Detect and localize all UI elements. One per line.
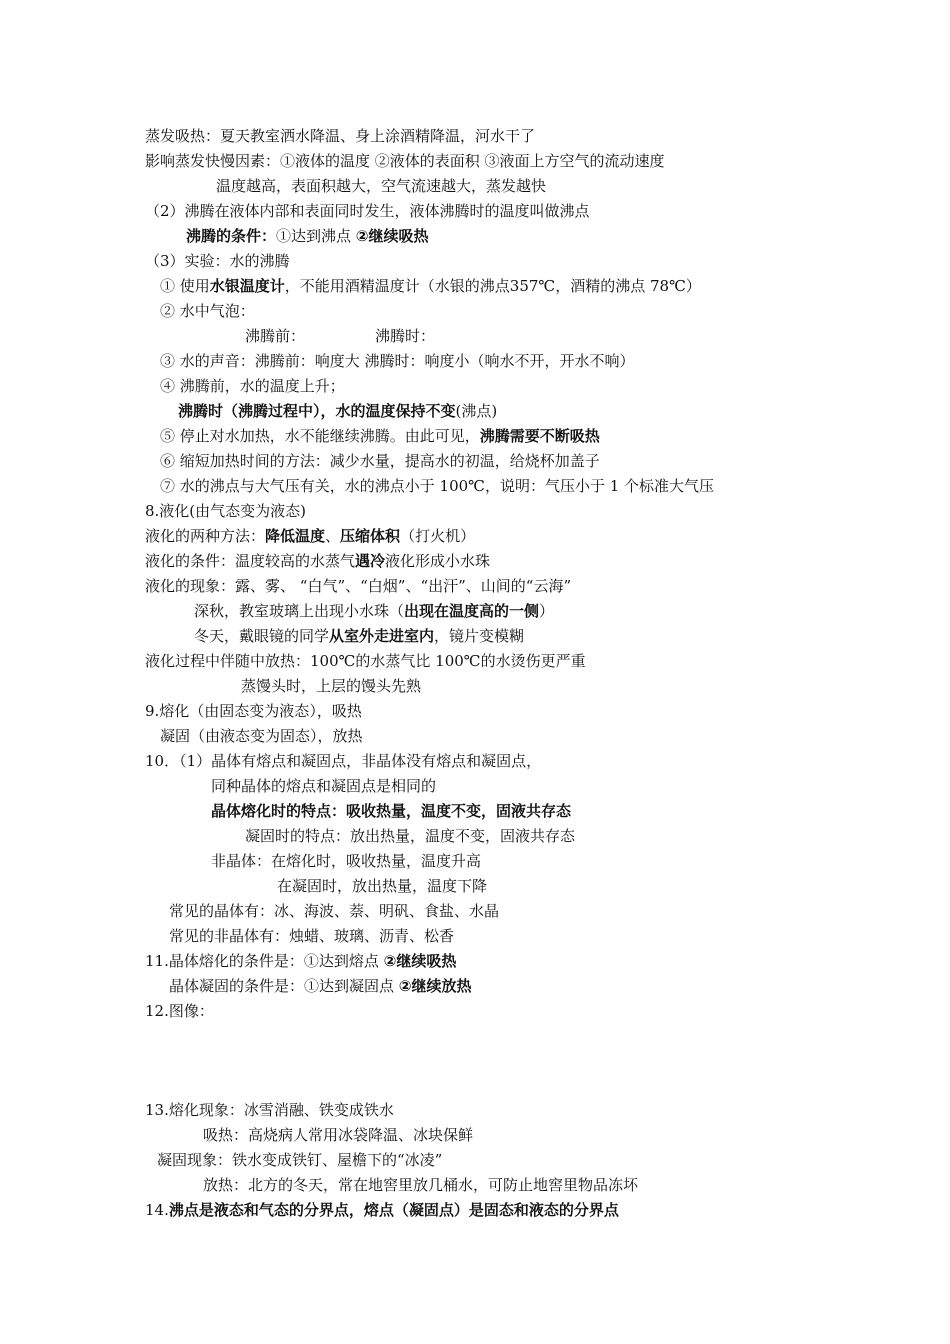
text-line: [211, 776, 436, 796]
text-line: [186, 226, 429, 246]
text-line: [160, 301, 255, 321]
text-run: 冬天，戴眼镜的同学: [194, 627, 330, 645]
text-line: [194, 601, 554, 621]
text-line: [375, 326, 435, 346]
bold-text: 遇冷: [355, 552, 386, 570]
bold-text: 从室外走进室内: [329, 627, 435, 645]
text-line: [169, 901, 499, 921]
text-run: 液化的现象：露、雾、 “白气”、“白烟”、“出汗”、山间的“云海”: [145, 577, 572, 595]
bold-text: 降低温度: [265, 527, 326, 545]
text-run: ）: [539, 602, 555, 620]
text-run: ③ 水的声音：沸腾前：响度大 沸腾时：响度小（响水不开，开水不响）: [160, 352, 635, 370]
text-run: 常见的非晶体有：烛蜡、玻璃、沥青、松香: [169, 927, 455, 945]
text-run: 沸腾时：: [375, 327, 436, 345]
text-line: [145, 126, 535, 146]
text-run: 10．（1）晶体有熔点和凝固点，非晶体没有熔点和凝固点，: [145, 752, 542, 770]
text-line: [160, 451, 600, 471]
text-line: [194, 626, 524, 646]
text-run: 常见的晶体有：冰、海波、萘、明矾、食盐、水晶: [169, 902, 500, 920]
text-line: [145, 526, 475, 546]
bold-text: 压缩体积: [340, 527, 401, 545]
text-line: [211, 851, 481, 871]
text-run: ，不能用酒精温度计（水银的沸点357℃，酒精的沸点 78℃）: [284, 277, 701, 295]
text-run: 凝固（由液态变为固态），放热: [160, 727, 363, 745]
text-line: [145, 751, 541, 771]
text-line: [160, 351, 635, 371]
text-run: 影响蒸发快慢因素：①液体的温度 ②液体的表面积 ③液面上方空气的流动速度: [145, 152, 665, 170]
text-run: 13.熔化现象：冰雪消融、铁变成铁水: [145, 1101, 394, 1119]
text-line: [216, 176, 546, 196]
text-run: 8.液化(由气态变为液态): [145, 502, 307, 520]
bold-text: 沸腾需要不断吸热: [479, 427, 600, 445]
text-line: [145, 701, 362, 721]
text-run: 沸腾前：: [245, 327, 306, 345]
text-line: [203, 1125, 473, 1145]
bold-text: 沸腾时（沸腾过程中），水的温度保持不变: [178, 402, 456, 420]
text-run: 液化形成小水珠: [385, 552, 491, 570]
text-run: 12.图像：: [145, 1002, 214, 1020]
text-run: 凝固现象：铁水变成铁钉、屋檐下的“冰凌”: [157, 1151, 443, 1169]
text-run: 9.熔化（由固态变为液态），吸热: [145, 702, 362, 720]
bold-text: 晶体熔化时的特点：吸收热量，温度不变，固液共存态: [211, 802, 572, 820]
text-run: ，镜片变模糊: [434, 627, 525, 645]
text-line: [160, 426, 600, 446]
text-line: [145, 1001, 214, 1021]
text-line: [145, 501, 306, 521]
text-run: 吸热：高烧病人常用冰袋降温、冰块保鲜: [203, 1126, 474, 1144]
bold-text: 水银温度计: [209, 277, 285, 295]
bold-text: ②继续放热: [398, 977, 472, 995]
text-run: 非晶体：在熔化时，吸收热量，温度升高: [211, 852, 482, 870]
text-run: ⑥ 缩短加热时间的方法：减少水量，提高水的初温，给烧杯加盖子: [160, 452, 600, 470]
bold-text: 出现在温度高的一侧: [404, 602, 540, 620]
text-run: 液化过程中伴随中放热：100℃的水蒸气比 100℃的水烫伤更严重: [145, 652, 586, 670]
text-run: ⑦ 水的沸点与大气压有关，水的沸点小于 100℃，说明：气压小于 1 个标准大气压: [160, 477, 715, 495]
text-line: [145, 1200, 619, 1220]
text-run: （2）沸腾在液体内部和表面同时发生，液体沸腾时的温度叫做沸点: [145, 202, 590, 220]
text-run: 14.: [145, 1201, 169, 1219]
text-line: [245, 826, 575, 846]
text-run: ① 使用: [160, 277, 210, 295]
text-run: 凝固时的特点：放出热量，温度不变，固液共存态: [245, 827, 576, 845]
bold-text: ②继续吸热: [383, 952, 457, 970]
bold-text: 沸点是液态和气态的分界点，熔点（凝固点）是固态和液态的分界点: [168, 1201, 619, 1219]
text-run: 同种晶体的熔点和凝固点是相同的: [211, 777, 437, 795]
text-line: [203, 1175, 638, 1195]
text-run: 蒸馒头时，上层的馒头先熟: [241, 677, 422, 695]
text-run: ⑤ 停止对水加热，水不能继续沸腾。由此可见，: [160, 427, 480, 445]
text-line: [145, 151, 665, 171]
text-run: 蒸发吸热：夏天教室洒水降温、身上涂酒精降温，河水干了: [145, 127, 536, 145]
text-line: [145, 201, 590, 221]
text-line: [145, 1100, 394, 1120]
text-line: [178, 401, 497, 421]
text-run: 温度越高，表面积越大，空气流速越大，蒸发越快: [216, 177, 547, 195]
text-run: 液化的两种方法：: [145, 527, 266, 545]
text-run: 晶体凝固的条件是：①达到凝固点: [169, 977, 399, 995]
text-line: [245, 326, 305, 346]
text-run: 深秋，教室玻璃上出现小水珠（: [194, 602, 405, 620]
text-run: ② 水中气泡：: [160, 302, 255, 320]
text-line: [145, 651, 586, 671]
bold-text: ②继续吸热: [355, 227, 429, 245]
text-line: [145, 576, 571, 596]
text-line: [211, 801, 571, 821]
text-line: [169, 926, 454, 946]
text-line: [277, 876, 487, 896]
text-line: [145, 951, 456, 971]
text-run: 在凝固时，放出热量，温度下降: [277, 877, 488, 895]
text-line: [160, 376, 345, 396]
text-line: [145, 251, 290, 271]
bold-text: 沸腾的条件：: [186, 227, 277, 245]
text-run: （打火机）: [400, 527, 476, 545]
text-run: ④ 沸腾前，水的温度上升；: [160, 377, 345, 395]
text-run: 、: [325, 527, 341, 545]
text-line: [160, 276, 701, 296]
text-line: [157, 1150, 442, 1170]
text-run: （3）实验：水的沸腾: [145, 252, 290, 270]
text-run: 放热：北方的冬天，常在地窖里放几桶水，可防止地窖里物品冻坏: [203, 1176, 639, 1194]
text-line: [145, 551, 490, 571]
text-run: 11.晶体熔化的条件是：①达到熔点: [145, 952, 384, 970]
text-line: [160, 726, 363, 746]
text-run: ①达到沸点: [276, 227, 356, 245]
text-line: [241, 676, 421, 696]
text-run: 液化的条件：温度较高的水蒸气: [145, 552, 356, 570]
text-line: [160, 476, 714, 496]
text-line: [169, 976, 471, 996]
text-run: (沸点): [455, 402, 498, 420]
